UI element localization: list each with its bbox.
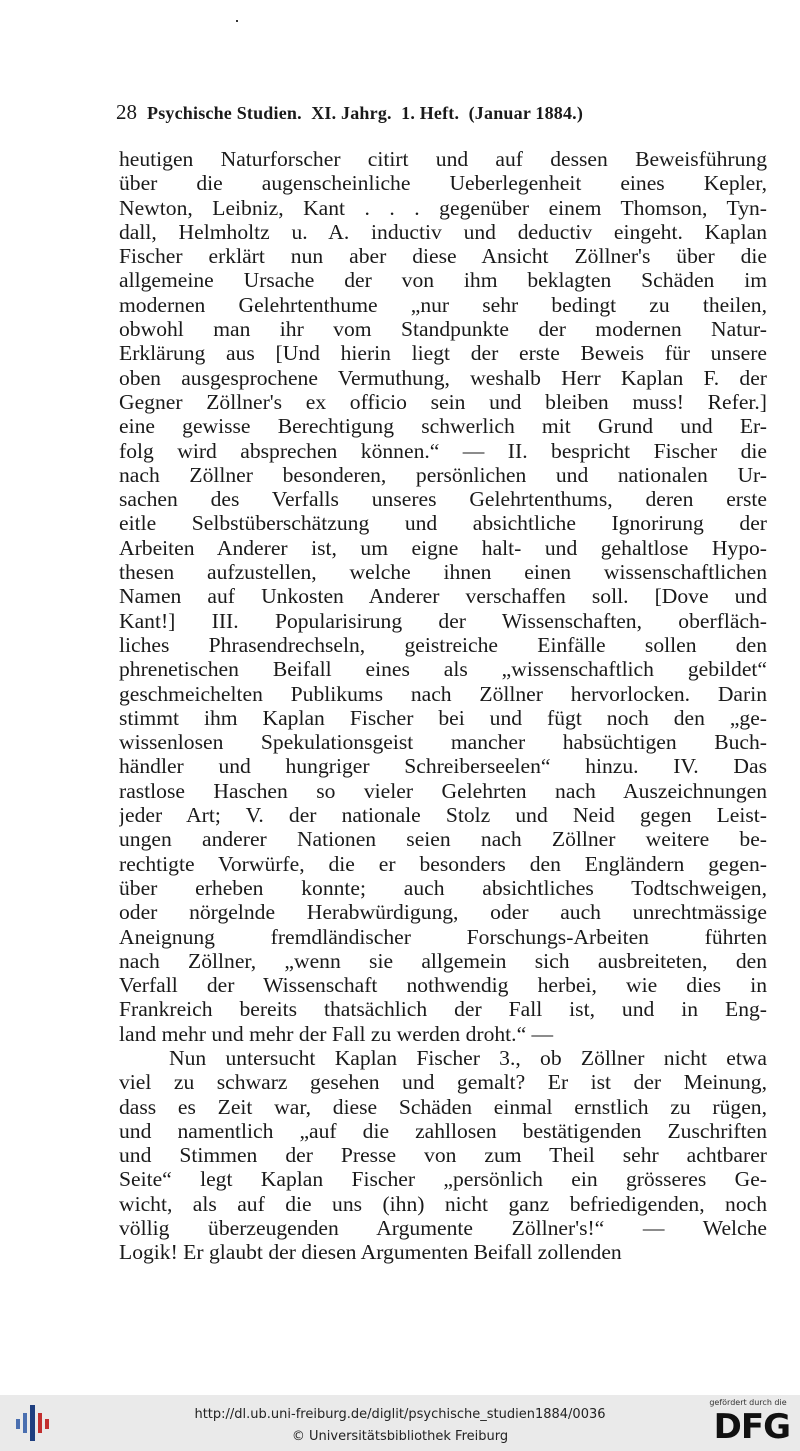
text-line: Kant!] III. Popularisirung der Wissenschaften, oberfläch- [119, 608, 767, 633]
text-line: dass es Zeit war, diese Schäden einmal ernstlich zu rügen, [119, 1094, 767, 1119]
text-line: Nun untersucht Kaplan Fischer 3., ob Zöllner nicht etwa [169, 1045, 767, 1070]
text-line: modernen Gelehrtenthume „nur sehr bedingt zu theilen, [119, 292, 767, 317]
text-line: Fischer erklärt nun aber diese Ansicht Zöllner's über die [119, 244, 767, 269]
text-line: wissenlosen Spekulationsgeist mancher habsüchtigen Buch- [119, 730, 767, 755]
source-url[interactable]: http://dl.ub.uni-freiburg.de/diglit/psychische_studien1884/0036 [194, 1407, 606, 1422]
text-line: allgemeine Ursache der von ihm beklagten Schäden im [119, 268, 767, 293]
text-line: Seite“ legt Kaplan Fischer „persönlich ein grösseres Ge- [119, 1167, 767, 1192]
running-title: Psychische Studien. XI. Jahrg. 1. Heft. (Januar 1884.) [147, 103, 584, 123]
text-line: rechtigte Vorwürfe, die er besonders den Engländern gegen- [119, 851, 767, 876]
copyright-notice: © Universitätsbibliothek Freiburg [291, 1429, 509, 1444]
text-line: phrenetischen Beifall eines als „wissenschaftlich gebildet“ [119, 657, 767, 682]
footer-bar [0, 1395, 800, 1451]
text-line: dall, Helmholtz u. A. inductiv und deductiv eingeht. Kaplan [119, 219, 767, 244]
text-line: thesen aufzustellen, welche ihnen einen wissenschaftlichen [119, 560, 767, 585]
page-number: 28 [116, 100, 137, 124]
scan-speck [236, 20, 238, 22]
text-line: eitle Selbstüberschätzung und absichtliche Ignorirung der [119, 511, 767, 536]
text-line: Aneignung fremdländischer Forschungs-Arbeiten führten [119, 924, 767, 949]
text-line: nach Zöllner, „wenn sie allgemein sich ausbreiteten, den [119, 948, 767, 973]
text-line: Verfall der Wissenschaft nothwendig herbei, wie dies in [119, 973, 767, 998]
body-text [119, 147, 767, 1265]
text-line: viel zu schwarz gesehen und gemalt? Er ist der Meinung, [119, 1070, 767, 1095]
text-line: Logik! Er glaubt der diesen Argumenten Beifall zollenden [119, 1240, 622, 1265]
running-header [116, 100, 710, 130]
text-line: oder nörgelnde Herabwürdigung, oder auch unrechtmässige [119, 900, 767, 925]
text-line: oben ausgesprochene Vermuthung, weshalb Herr Kaplan F. der [119, 365, 767, 390]
text-line: ungen anderer Nationen seien nach Zöllner weitere be- [119, 827, 767, 852]
dfg-caption: gefördert durch die [709, 1398, 787, 1407]
text-line: heutigen Naturforscher citirt und auf dessen Beweisführung [119, 147, 767, 171]
text-line: Gegner Zöllner's ex officio sein und bleiben muss! Refer.] [119, 389, 767, 414]
text-line: jeder Art; V. der nationale Stolz und Neid gegen Leist- [119, 803, 767, 828]
text-line: sachen des Verfalls unseres Gelehrtenthums, deren erste [119, 487, 767, 512]
text-line: Erklärung aus [Und hierin liegt der erste Beweis für unsere [119, 341, 767, 366]
text-line: obwohl man ihr vom Standpunkte der modernen Natur- [119, 317, 767, 342]
text-line: rastlose Haschen so vieler Gelehrten nach Auszeichnungen [119, 778, 767, 803]
text-line: wicht, als auf die uns (ihn) nicht ganz befriedigenden, noch [119, 1191, 767, 1216]
text-line: händler und hungriger Schreiberseelen“ hinzu. IV. Das [119, 754, 767, 779]
text-line: liches Phrasendrechseln, geistreiche Einfälle sollen den [119, 632, 767, 657]
text-line: Arbeiten Anderer ist, um eigne halt- und gehaltlose Hypo- [119, 535, 767, 560]
text-line: nach Zöllner besonderen, persönlichen und nationalen Ur- [119, 462, 767, 487]
text-line: über erheben konnte; auch absichtliches Todtschweigen, [119, 875, 767, 900]
text-line: völlig überzeugenden Argumente Zöllner's!“ — Welche [119, 1216, 767, 1241]
text-line: Namen auf Unkosten Anderer verschaffen soll. [Dove und [119, 584, 767, 609]
text-line: Frankreich bereits thatsächlich der Fall ist, und in Eng- [119, 997, 767, 1022]
text-line: und Stimmen der Presse von zum Theil sehr achtbarer [119, 1143, 767, 1168]
text-line: eine gewisse Berechtigung schwerlich mit Grund und Er- [119, 414, 767, 439]
text-line: land mehr und mehr der Fall zu werden droht.“ — [119, 1021, 554, 1046]
text-line: stimmt ihm Kaplan Fischer bei und fügt noch den „ge- [119, 705, 767, 730]
text-line: folg wird absprechen können.“ — II. bespricht Fischer die [119, 438, 767, 463]
text-line: geschmeichelten Publikums nach Zöllner hervorlocken. Darin [119, 681, 767, 706]
dfg-logo: DFG [713, 1407, 790, 1447]
text-line: Newton, Leibniz, Kant . . . gegenüber einem Thomson, Tyn- [119, 195, 767, 220]
text-line: über die augenscheinliche Ueberlegenheit eines Kepler, [119, 171, 767, 196]
text-line: und namentlich „auf die zahllosen bestätigenden Zuschriften [119, 1118, 767, 1143]
